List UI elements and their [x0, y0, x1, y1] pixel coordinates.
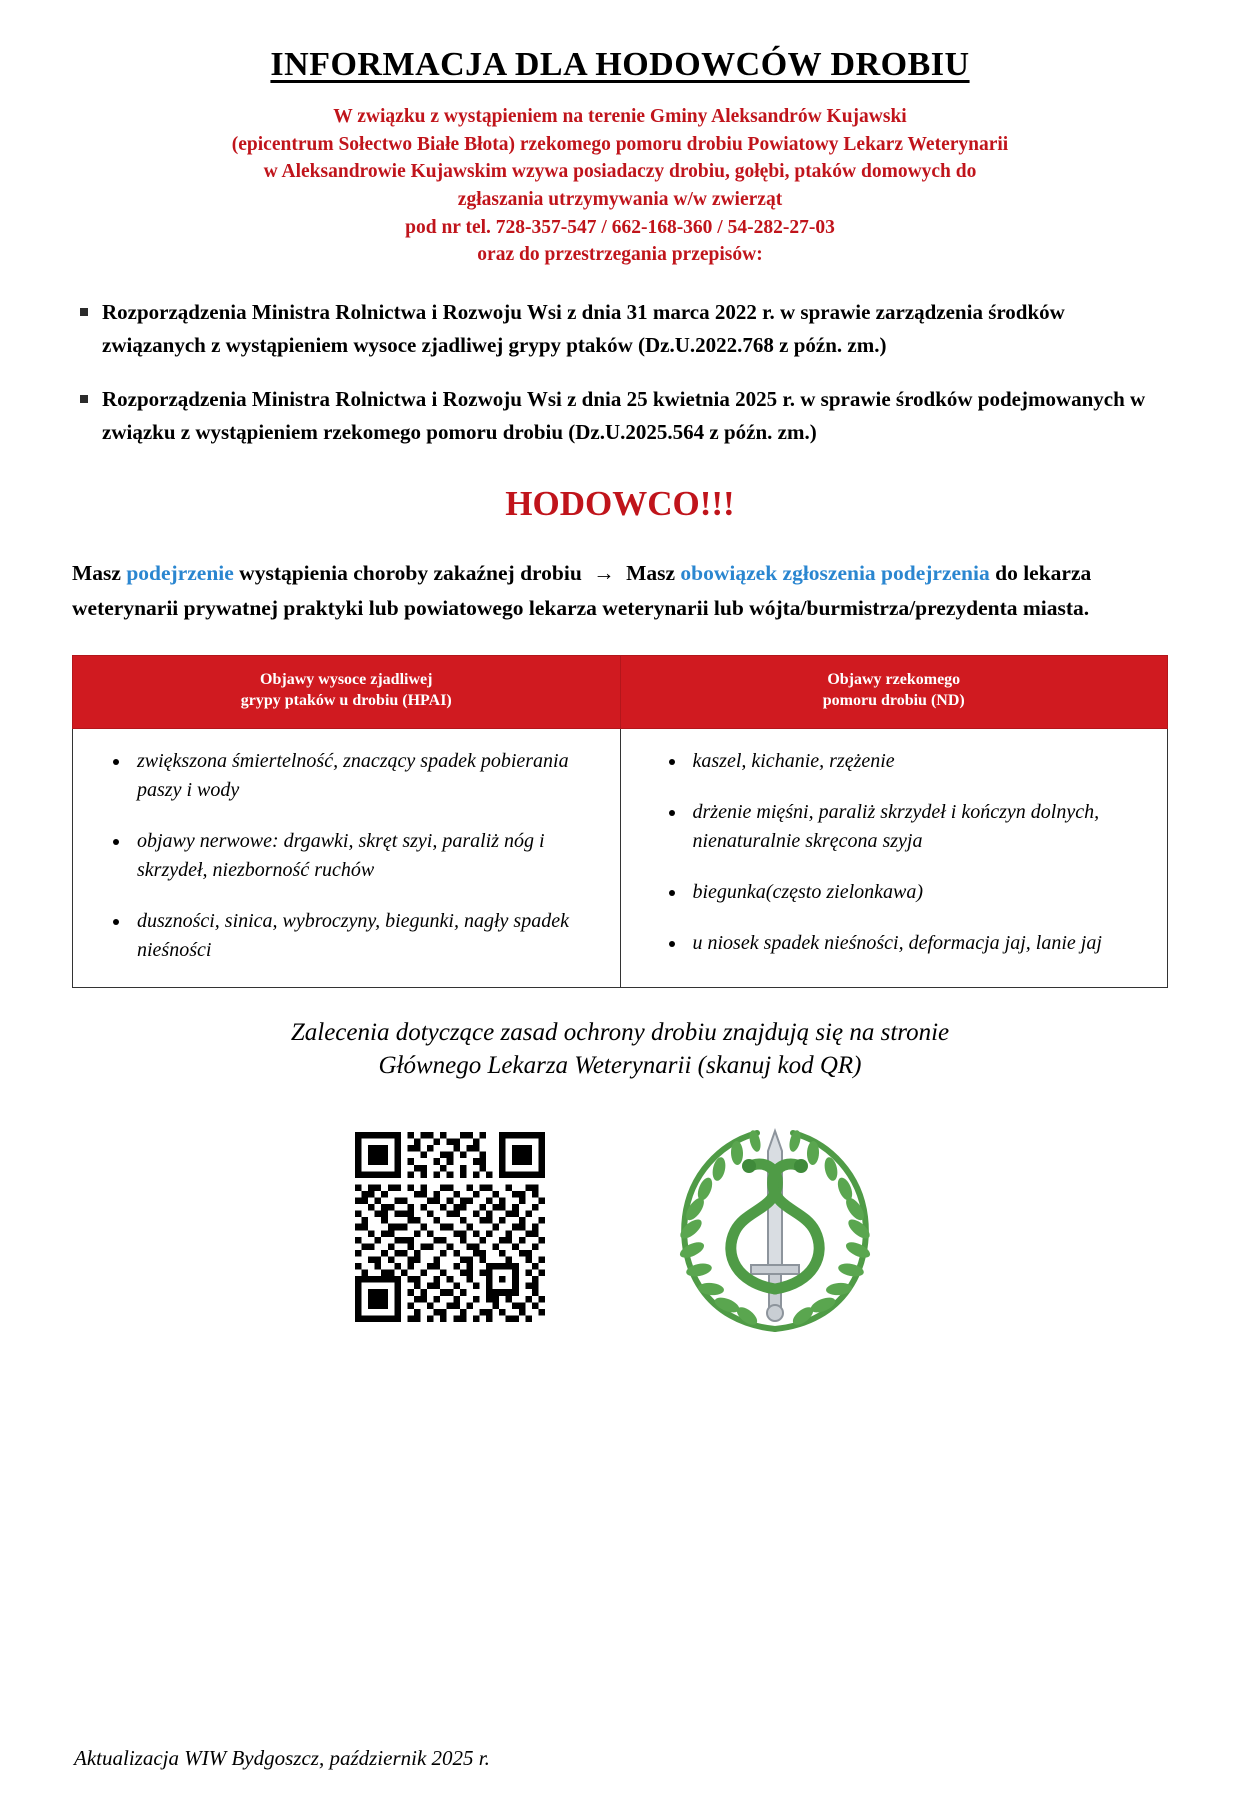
header-hpai-line-2: grypy ptaków u drobiu (HPAI) — [240, 691, 452, 709]
intro-line-6: oraz do przestrzegania przepisów: — [477, 244, 763, 266]
list-item: • biegunka(często zielonkawa) — [687, 878, 1150, 907]
table-header-nd — [620, 656, 1168, 729]
qr-note-line-2: Głównego Lekarza Weterynarii (skanuj kod QR) — [378, 1052, 862, 1080]
list-item: • zwiększona śmiertelność, znaczący spadek pobierania paszy i wody — [131, 747, 602, 805]
square-bullet-icon — [80, 308, 88, 316]
table-cell-hpai-symptoms — [73, 728, 621, 987]
qr-code[interactable] — [355, 1132, 545, 1322]
intro-line-4: zgłaszania utrzymywania w/w zwierząt — [457, 189, 783, 211]
hpai-symptom-list — [91, 747, 602, 965]
qr-note-line-1: Zalecenia dotyczące zasad ochrony drobiu znajdują się na stronie — [290, 1018, 950, 1046]
intro-line-3: w Aleksandrowie Kujawskim wzywa posiadaczy drobiu, gołębi, ptaków domowych do — [263, 161, 977, 183]
statement-part-4: do lekarza weterynarii prywatnej praktyki lub powiatowego lekarza weterynarii lub wójta/burmistrza/prezydenta miasta. — [72, 561, 1092, 620]
table-cell-nd-symptoms — [620, 728, 1168, 987]
list-item — [72, 296, 1168, 361]
list-item: • u niosek spadek nieśności, deformacja jaj, lanie jaj — [687, 929, 1150, 958]
list-item — [72, 383, 1168, 448]
header-hpai-line-1: Objawy wysoce zjadliwej — [260, 671, 433, 689]
footer-note: Aktualizacja WIW Bydgoszcz, październik 2025 r. — [74, 1746, 490, 1770]
list-item: • duszności, sinica, wybroczyny, biegunki, nagły spadek nieśności — [131, 907, 602, 965]
intro-block — [72, 103, 1168, 269]
obligation-statement — [72, 556, 1168, 625]
statement-part-2: wystąpienia choroby zakaźnej drobiu — [233, 561, 588, 586]
header-nd-line-2: pomoru drobiu (ND) — [822, 691, 965, 709]
symptoms-table — [72, 655, 1168, 988]
qr-instruction-note — [72, 1016, 1168, 1084]
legal-item-text: Rozporządzenia Ministra Rolnictwa i Rozwoju Wsi z dnia 31 marca 2022 r. w sprawie zarządzenia środków związanych z wystąpieniem wysoce zjadliwej grypy ptaków (Dz.U.2022.768 z późn. zm.) — [102, 300, 1065, 357]
table-header-row — [73, 656, 1168, 729]
nd-symptom-list — [639, 747, 1150, 958]
list-item: • objawy nerwowe: drgawki, skręt szyi, paraliż nóg i skrzydeł, niezborność ruchów — [131, 827, 602, 885]
table-header-hpai — [73, 656, 621, 729]
arrow-icon: → — [593, 561, 615, 586]
list-item: • drżenie mięśni, paraliż skrzydeł i kończyn dolnych, nienaturalnie skręcona szyja — [687, 798, 1150, 856]
graphics-row — [72, 1117, 1168, 1337]
intro-line-2: (epicentrum Sołectwo Białe Błota) rzekomego pomoru drobiu Powiatowy Lekarz Weterynarii — [231, 133, 1009, 155]
statement-part-3: Masz — [620, 561, 681, 586]
legal-references-list — [72, 296, 1168, 448]
header-nd-line-1: Objawy rzekomego — [827, 671, 961, 689]
call-heading: HODOWCO!!! — [505, 484, 735, 524]
veterinary-inspection-emblem — [665, 1117, 885, 1337]
page-title: INFORMACJA DLA HODOWCÓW DROBIU — [270, 46, 970, 83]
statement-part-1: Masz — [72, 561, 127, 586]
legal-item-text: Rozporządzenia Ministra Rolnictwa i Rozwoju Wsi z dnia 25 kwietnia 2025 r. w sprawie środków podejmowanych w związku z wystąpieniem rzekomego pomoru drobiu (Dz.U.2025.564 z późn. zm.) — [102, 387, 1146, 444]
square-bullet-icon — [80, 395, 88, 403]
table-row — [73, 728, 1168, 987]
intro-phone-line: pod nr tel. 728-357-547 / 662-168-360 / 54-282-27-03 — [405, 216, 835, 238]
statement-highlight-suspicion: podejrzenie — [126, 561, 234, 586]
list-item: • kaszel, kichanie, rzężenie — [687, 747, 1150, 776]
poster-page — [0, 46, 1240, 1799]
statement-highlight-obligation: obowiązek zgłoszenia podejrzenia — [680, 561, 990, 586]
intro-line-1: W związku z wystąpieniem na terenie Gminy Aleksandrów Kujawski — [333, 106, 907, 127]
